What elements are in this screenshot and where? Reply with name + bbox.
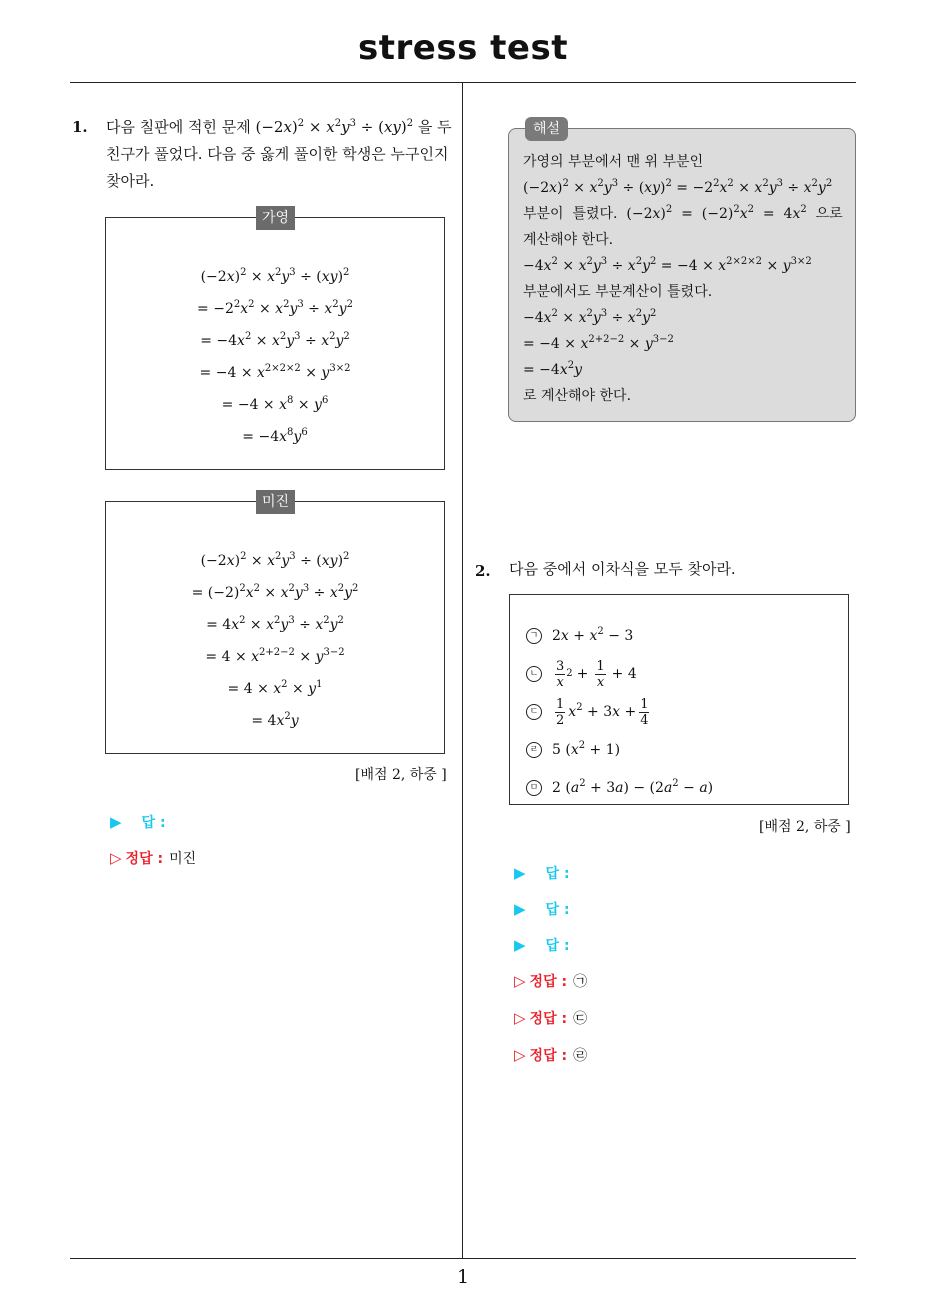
column-divider xyxy=(462,82,463,1258)
operator: + xyxy=(576,666,589,682)
option-marker: ㄱ xyxy=(526,628,542,644)
correct-value: ㉠ xyxy=(573,974,588,990)
question-2-answer-field-2[interactable] xyxy=(514,899,570,919)
explanation-line: 로 계산해야 한다. xyxy=(523,388,632,404)
outline-triangle-icon: ▷ xyxy=(514,1009,526,1027)
solution-a-line: = $-4 \times x^{2\times 2\times 2} \times y^{3\times 2}$ xyxy=(199,363,351,381)
option-3 xyxy=(526,693,713,731)
answer-label: 답 : xyxy=(141,815,166,831)
outline-triangle-icon: ▷ xyxy=(514,1046,526,1064)
option-expression: $2x + x^2 - 3$ xyxy=(552,626,634,644)
denominator: x xyxy=(556,674,564,690)
solution-a-line: = $-2^2x^2 \times x^2y^3 \div x^2y^2$ xyxy=(197,299,353,317)
correct-label: 정답 : xyxy=(529,1048,568,1064)
question-1-number: 1. xyxy=(72,118,88,136)
numerator: 1 xyxy=(640,696,649,712)
question-2-score: [배점 2, 하중 ] xyxy=(759,819,851,835)
fraction xyxy=(595,659,605,690)
question-1-score: [배점 2, 하중 ] xyxy=(355,767,447,783)
question-2-correct-answer-2 xyxy=(514,1008,587,1028)
option-expression: 2 $(a^2 + 3a) - (2a^2 - a)$ xyxy=(552,778,714,796)
correct-value: ㉣ xyxy=(573,1048,588,1064)
option-5 xyxy=(526,769,713,807)
solution-b-box xyxy=(105,494,445,754)
solution-b-label: 미진 xyxy=(256,490,295,514)
solution-a-line: = $-4x^8y^6$ xyxy=(242,427,308,445)
solution-b-line: = $4x^2 \times x^2y^3 \div x^2y^2$ xyxy=(206,615,344,633)
explanation-line: 가영의 부분에서 맨 위 부분인 xyxy=(523,154,704,170)
solution-a-box xyxy=(105,210,445,470)
solution-a-math xyxy=(106,261,444,453)
fraction xyxy=(639,697,649,728)
outline-triangle-icon: ▷ xyxy=(514,972,526,990)
document-title: stress test xyxy=(358,28,568,68)
answer-label: 답 : xyxy=(545,866,570,882)
solution-b-line: = $4 \times x^2 \times y^1$ xyxy=(227,679,323,697)
denominator: 4 xyxy=(640,712,649,728)
option-tail: + 4 xyxy=(611,666,637,682)
header-rule xyxy=(70,82,856,83)
numerator: 1 xyxy=(556,696,565,712)
solution-b-line: = $(-2)^2x^2 \times x^2y^3 \div x^2y^2$ xyxy=(191,583,359,601)
filled-triangle-icon: ▶ xyxy=(110,813,122,831)
question-2-correct-answer-1 xyxy=(514,971,587,991)
option-2: ㄴ $\frac{3}{x}$ 2 + $\frac{1}{x}$ + 4 xyxy=(526,655,713,693)
solution-a-line: = $-4 \times x^8 \times y^6$ xyxy=(221,395,329,413)
question-1-text xyxy=(106,114,456,195)
numerator: 3 xyxy=(556,658,565,674)
explanation-line: = $-4 \times x^{2+2-2} \times y^{3-2}$ xyxy=(523,334,674,352)
numerator: 1 xyxy=(596,658,605,674)
solution-a-line: = $-4x^2 \times x^2y^3 \div x^2y^2$ xyxy=(200,331,350,349)
option-marker: ㄷ xyxy=(526,704,542,720)
explanation-box xyxy=(508,121,856,422)
option-expression: $x^2 + 3x$ + xyxy=(568,702,637,720)
outline-triangle-icon: ▷ xyxy=(110,849,122,867)
solution-a-line: $(-2x)^2 \times x^2y^3 \div (xy)^2$ xyxy=(200,267,350,285)
explanation-line: $(-2x)^2 \times x^2y^3 \div (xy)^2 = -2^2x^2 \times x^2y^3 \div x^2y^2$ xyxy=(523,178,833,196)
solution-b-line: $(-2x)^2 \times x^2y^3 \div (xy)^2$ xyxy=(200,551,350,569)
answer-label: 답 : xyxy=(545,938,570,954)
filled-triangle-icon: ▶ xyxy=(514,936,526,954)
denominator: x xyxy=(596,674,605,690)
correct-label: 정답 : xyxy=(125,851,164,867)
explanation-line: 부분이 틀렸다. $(-2x)^2 = (-2)^2x^2 = 4x^2$ 으로 xyxy=(523,204,843,222)
option-1 xyxy=(526,617,713,655)
option-marker: ㄹ xyxy=(526,742,542,758)
option-4 xyxy=(526,731,713,769)
answer-label: 답 : xyxy=(545,902,570,918)
question-2-number: 2. xyxy=(475,562,491,580)
options-list xyxy=(526,617,713,807)
page-number: 1 xyxy=(456,1266,470,1288)
explanation-line: $-4x^2 \times x^2y^3 \div x^2y^2 = -4 \times x^{2\times 2\times 2} \times y^{3\times 2}$ xyxy=(523,256,812,274)
question-2-correct-answer-3 xyxy=(514,1045,587,1065)
solution-b-line: = $4 \times x^{2+2-2} \times y^{3-2}$ xyxy=(205,647,345,665)
fraction xyxy=(555,659,565,690)
explanation-line: = $-4x^2y$ xyxy=(523,360,583,378)
explanation-line: 계산해야 한다. xyxy=(523,232,614,248)
fraction xyxy=(555,697,565,728)
options-box xyxy=(509,594,849,805)
explanation-lines xyxy=(523,149,843,409)
explanation-label: 해설 xyxy=(525,117,568,141)
filled-triangle-icon: ▶ xyxy=(514,900,526,918)
correct-value: ㉢ xyxy=(573,1011,588,1027)
correct-value: 미진 xyxy=(169,851,197,867)
option-expression: 5 $(x^2 + 1)$ xyxy=(552,740,621,758)
filled-triangle-icon: ▶ xyxy=(514,864,526,882)
question-1-line-1: 다음 칠판에 적힌 문제 $(-2x)^2 \times x^2y^3 \div (xy)^2$ 을 두 xyxy=(106,118,452,136)
correct-label: 정답 : xyxy=(529,974,568,990)
question-2-answer-field-3[interactable] xyxy=(514,935,570,955)
option-marker: ㅁ xyxy=(526,780,542,796)
solution-b-math xyxy=(106,545,444,737)
correct-label: 정답 : xyxy=(529,1011,568,1027)
explanation-line: 부분에서도 부분계산이 틀렸다. xyxy=(523,284,713,300)
question-1-line-3: 찾아라. xyxy=(106,172,155,190)
explanation-line: $-4x^2 \times x^2y^3 \div x^2y^2$ xyxy=(523,308,657,326)
solution-b-line: = $4x^2y$ xyxy=(251,711,299,729)
question-2-text: 다음 중에서 이차식을 모두 찾아라. xyxy=(509,560,736,578)
solution-a-label: 가영 xyxy=(256,206,295,230)
question-1-correct-answer xyxy=(110,848,196,868)
denominator: 2 xyxy=(556,712,565,728)
option-marker: ㄴ xyxy=(526,666,542,682)
footer-rule xyxy=(70,1258,856,1259)
question-1-line-2: 친구가 풀었다. 다음 중 옳게 풀이한 학생은 누구인지 xyxy=(106,145,449,163)
question-2-answer-field-1[interactable] xyxy=(514,863,570,883)
question-1-answer-field[interactable] xyxy=(110,812,166,832)
